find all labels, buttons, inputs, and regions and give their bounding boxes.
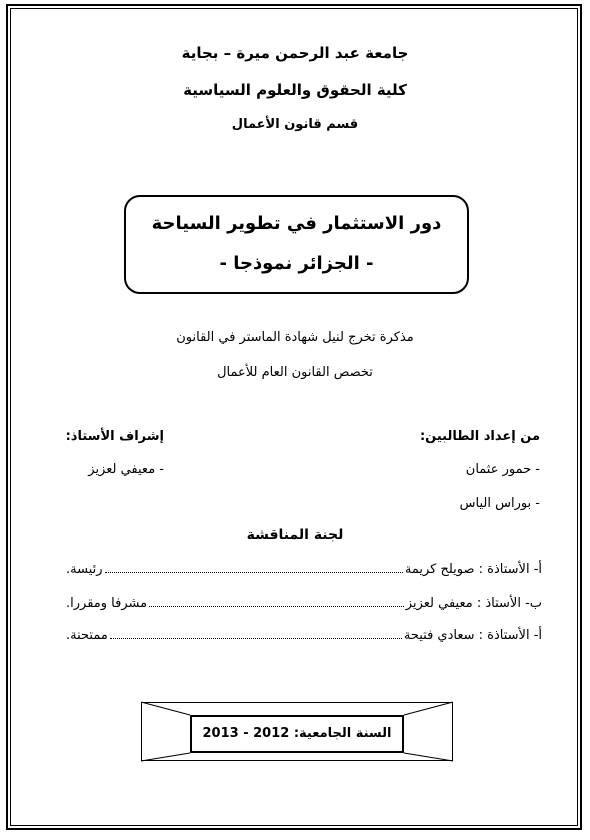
member-role: رئيسة. — [66, 562, 103, 577]
student-name: - بوراس الياس — [459, 496, 540, 511]
supervisor-label: إشراف الأستاذ: — [65, 429, 164, 444]
student-name: - حمور عثمان — [465, 462, 540, 477]
thesis-subtitle: - الجزائر نموذجا - — [219, 253, 374, 274]
committee-title: لجنة المناقشة — [246, 527, 344, 543]
degree-statement: مذكرة تخرج لنيل شهادة الماستر في القانون — [176, 330, 414, 345]
member-role: مشرفا ومقررا. — [66, 596, 148, 611]
faculty-name: كلية الحقوق والعلوم السياسية — [183, 81, 407, 99]
supervisor-name: - معيفي لعزيز — [88, 462, 164, 477]
member-name: ب- الأستاذ : معيفي لعزيز — [405, 596, 542, 611]
thesis-title: دور الاستثمار في تطوير السياحة — [151, 213, 442, 234]
university-name: جامعة عبد الرحمن ميرة – بجاية — [181, 44, 409, 62]
department-name: قسم قانون الأعمال — [231, 117, 359, 132]
specialization: تخصص القانون العام للأعمال — [217, 365, 373, 380]
academic-year: السنة الجامعية: 2012 - 2013 — [190, 715, 404, 753]
member-role: ممتحنة. — [66, 628, 108, 643]
students-label: من إعداد الطالبين: — [419, 429, 540, 444]
member-name: أ- الأستاذة : سعادي فتيحة — [403, 628, 542, 643]
member-name: أ- الأستاذة : صويلح كريمة — [404, 562, 542, 577]
